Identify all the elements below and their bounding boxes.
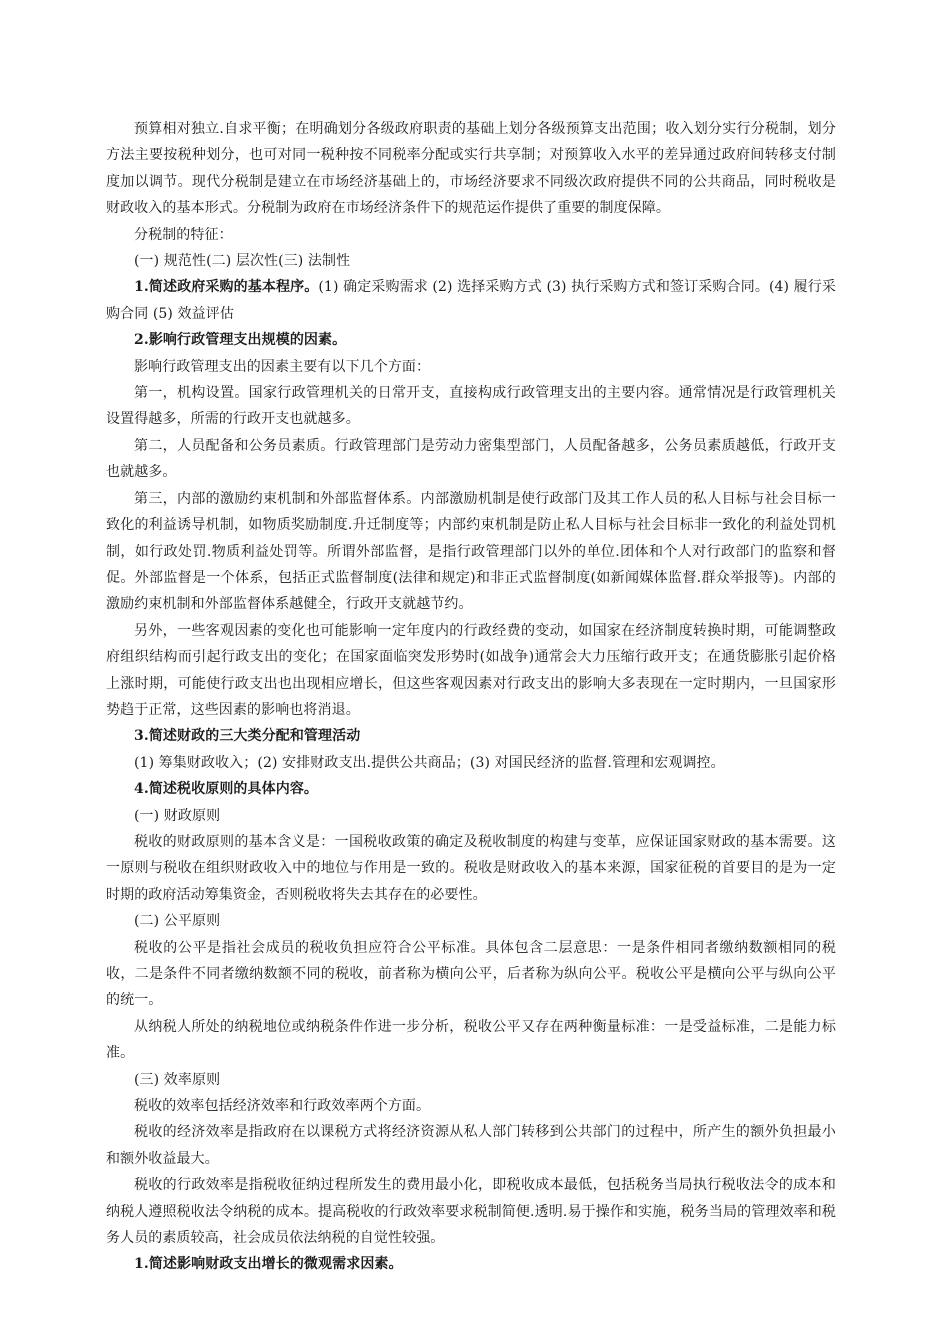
question-paragraph xyxy=(106,723,836,749)
paragraph: 税收的公平是指社会成员的税收负担应符合公平标准。具体包含二层意思：一是条件相同者缴纳数额相同的税收，二是条件不同者缴纳数额不同的税收，前者称为横向公平，后者称为纵向公平。税收公平是横向公平与纵向公平的统一。 xyxy=(106,939,836,1009)
question-paragraph xyxy=(106,327,836,353)
paragraph: 税收的效率包括经济效率和行政效率两个方面。 xyxy=(134,1098,431,1115)
question-heading: 1.简述影响财政支出增长的微观需求因素。 xyxy=(134,1256,403,1273)
paragraph: (一) 规范性(二) 层次性(三) 法制性 xyxy=(134,253,351,270)
subheading: (三) 效率原则 xyxy=(134,1071,221,1088)
paragraph: 第二，人员配备和公务员素质。行政管理部门是劳动力密集型部门，人员配备越多，公务员素质越低，行政开支也就越多。 xyxy=(106,437,836,481)
question-paragraph: 1.简述政府采购的基本程序。(1) 确定采购需求 (2) 选择采购方式 (3) 执行采购方式和签订采购合同。(4) 履行采购合同 (5) 效益评估 xyxy=(106,279,837,322)
paragraph: 税收的行政效率是指税收征纳过程所发生的费用最小化，即税收成本最低，包括税务当局执行税收法令的成本和纳税人遵照税收法令纳税的成本。提高税收的行政效率要求税制简便.透明.易于操作和实施，税务当局的管理效率和税务人员的素质较高，社会成员依法纳税的自觉性较强。 xyxy=(106,1177,836,1247)
question-heading: 4.简述税收原则的具体内容。 xyxy=(134,781,319,798)
subheading: (二) 公平原则 xyxy=(134,913,221,930)
paragraph: (1) 筹集财政收入；(2) 安排财政支出.提供公共商品；(3) 对国民经济的监督.管理和宏观调控。 xyxy=(134,754,725,771)
question-heading: 1.简述政府采购的基本程序。 xyxy=(134,279,319,296)
question-paragraph xyxy=(106,776,836,802)
paragraph: 第三，内部的激励约束机制和外部监督体系。内部激励机制是使行政部门及其工作人员的私人目标与社会目标一致化的利益诱导机制，如物质奖励制度.升迁制度等；内部约束机制是防止私人目标与社会目标非一致化的利益处罚机制，如行政处罚.物质利益处罚等。所谓外部监督，是指行政管理部门以外的单位.团体和个人对行政部门的监察和督促。外部监督是一个体系，包括正式监督制度(法律和规定)和非正式监督制度(如新闻媒体监督.群众举报等)。内部的激励约束机制和外部监督体系越健全，行政开支就越节约。 xyxy=(106,490,836,613)
question-paragraph xyxy=(106,1251,836,1277)
question-heading: 2.影响行政管理支出规模的因素。 xyxy=(134,332,347,349)
paragraph: 影响行政管理支出的因素主要有以下几个方面： xyxy=(134,358,431,375)
paragraph: 第一，机构设置。国家行政管理机关的日常开支，直接构成行政管理支出的主要内容。通常情况是行政管理机关设置得越多，所需的行政开支也就越多。 xyxy=(106,385,836,428)
paragraph: 税收的财政原则的基本含义是：一国税收政策的确定及税收制度的构建与变革，应保证国家财政的基本需要。这一原则与税收在组织财政收入中的地位与作用是一致的。税收是财政收入的基本来源，国家征税的首要目的是为一定时期的政府活动筹集资金，否则税收将失去其存在的必要性。 xyxy=(106,833,836,903)
paragraph: 分税制的特征： xyxy=(134,226,233,243)
paragraph: 另外，一些客观因素的变化也可能影响一定年度内的行政经费的变动，如国家在经济制度转换时期，可能调整政府组织结构而引起行政支出的变化；在国家面临突发形势时(如战争)通常会大力压缩行政开支；在通货膨胀引起价格上涨时期，可能使行政支出也出现相应增长，但这些客观因素对行政支出的影响大多表现在一定时期内，一旦国家形势趋于正常，这些因素的影响也将消退。 xyxy=(106,622,836,718)
paragraph: 税收的经济效率是指政府在以课税方式将经济资源从私人部门转移到公共部门的过程中，所产生的额外负担最小和额外收益最大。 xyxy=(106,1124,836,1167)
paragraph: 预算相对独立.自求平衡；在明确划分各级政府职责的基础上划分各级预算支出范围；收入划分实行分税制，划分方法主要按税种划分，也可对同一税种按不同税率分配或实行共享制；对预算收入水平的差异通过政府间转移支付制度加以调节。现代分税制是建立在市场经济基础上的，市场经济要求不同级次政府提供不同的公共商品，同时税收是财政收入的基本形式。分税制为政府在市场经济条件下的规范运作提供了重要的制度保障。 xyxy=(106,121,836,217)
question-heading: 3.简述财政的三大类分配和管理活动 xyxy=(134,728,361,745)
subheading: (一) 财政原则 xyxy=(134,807,221,824)
document-body xyxy=(106,116,836,1278)
paragraph: 从纳税人所处的纳税地位或纳税条件作进一步分析，税收公平又存在两种衡量标准：一是受益标准，二是能力标准。 xyxy=(106,1018,836,1062)
